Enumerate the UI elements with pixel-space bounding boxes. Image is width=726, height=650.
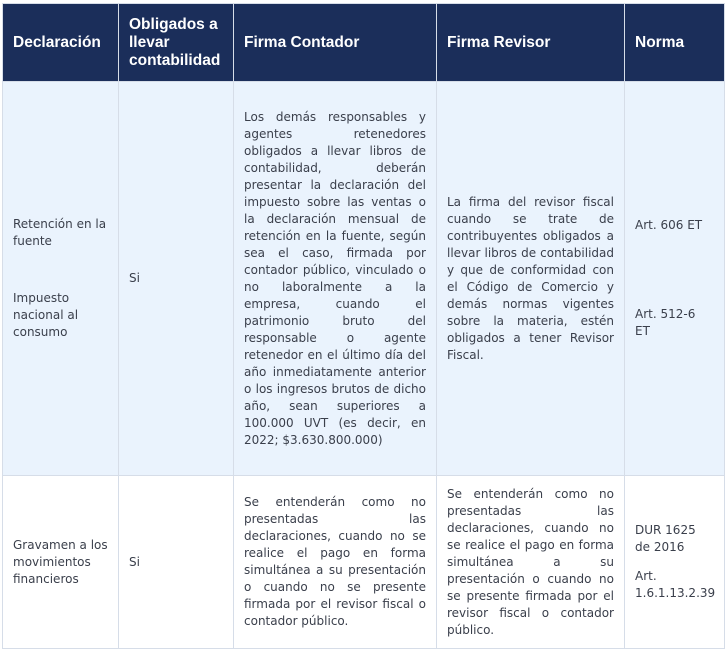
header-firma-contador: Firma Contador [234,4,437,82]
declaracion-impuesto-consumo: Impuesto nacional al consumo [13,291,79,339]
cell-firma-revisor: La firma del revisor fiscal cuando se trate de contribuyentes obligados a llevar libros de contabilidad y que de conformidad con el Código de Comercio y demás normas vigentes sobre la materia, estén obligados a tener Revisor Fiscal. [437,82,625,476]
header-norma: Norma [625,4,725,82]
table-header-row [3,4,725,82]
cell-firma-contador: Se entenderán como no presentadas las declaraciones, cuando no se realice el pago en forma simultánea a su presentación o cuando no se presente firmada por el revisor fiscal o contador público. [234,476,437,649]
cell-firma-contador: Los demás responsables y agentes retenedores obligados a llevar libros de contabilidad, deberán presentar la declaración del impuesto sobre las ventas o la declaración mensual de retención en la fuente, según sea el caso, firmada por contador público, vinculado o no laboralmente a la empresa, cuando el patrimonio bruto del responsable o agente retenedor en el último día del año inmediatamente anterior o los ingresos brutos de dicho año, sean superiores a 100.000 UVT (es decir, en 2022; $3.630.800.000) [234,82,437,476]
header-obligados: Obligados a llevar contabilidad [119,4,234,82]
norma-art-512-6: Art. 512-6 ET [635,307,696,338]
declarations-table [2,3,725,649]
norma-dur-1625: DUR 1625 de 2016 [635,523,696,554]
header-firma-revisor: Firma Revisor [437,4,625,82]
cell-norma [625,476,725,649]
cell-declaracion: Gravamen a los movimientos financieros [3,476,119,649]
cell-firma-revisor: Se entenderán como no presentadas las declaraciones, cuando no se realice el pago en forma simultánea a su presentación o cuando no se presente firmada por el revisor fiscal o contador público. [437,476,625,649]
table-row [3,476,725,649]
cell-declaracion [3,82,119,476]
declaracion-retencion: Retención en la fuente [13,217,107,248]
norma-art-1-6-1-13-2-39: Art. 1.6.1.13.2.39 [635,569,716,600]
cell-norma [625,82,725,476]
cell-obligados: Si [119,82,234,476]
norma-art-606: Art. 606 ET [635,218,703,232]
table-row [3,82,725,476]
cell-obligados: Si [119,476,234,649]
header-declaracion: Declaración [3,4,119,82]
